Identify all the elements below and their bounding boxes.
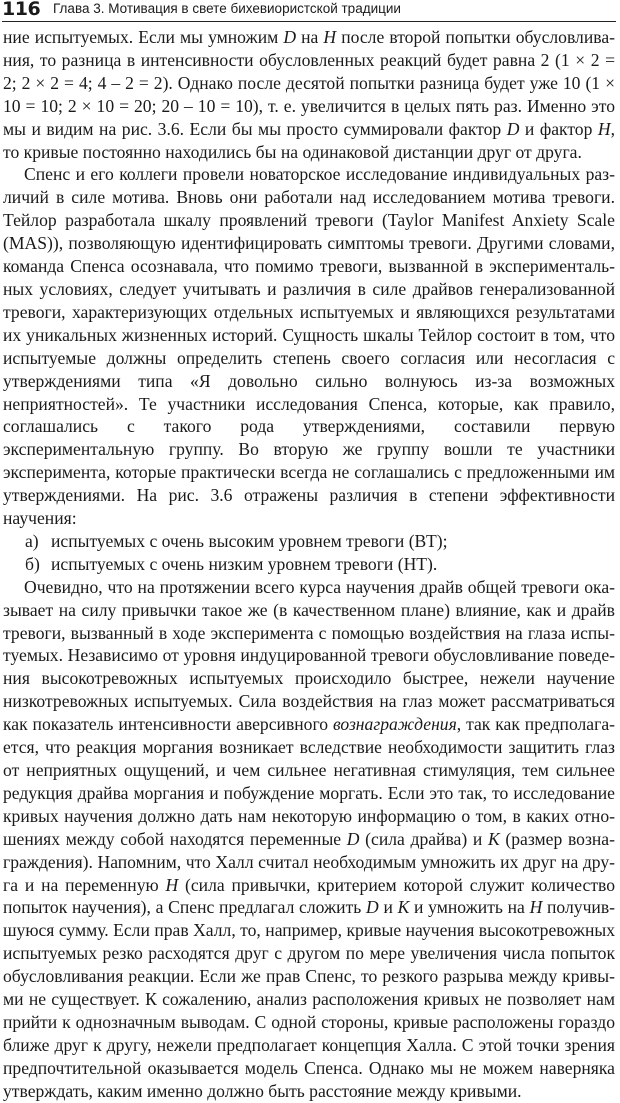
body-text	[3, 26, 615, 1103]
list-item	[3, 530, 615, 553]
page-header	[2, 0, 616, 22]
paragraph-3: Очевидно, что на протяжении всего курса научения драйв общей тревоги оказывает на силу привычки такое же (в качественном плане) влияние, как и драйв тревоги, вызванный в ходе эксперимента с помощью воздействия на глаза испытуемых. Независимо от уровня индуцированной тревоги обусловливание поведения высокотревожных испытуемых происходило быстрее, нежели научение низкотревожных испытуемых. Сила воздействия на глаз может рассматриваться как показатель интенсивности аверсивного вознаграждения, так как предполагается, что реакция моргания возникает вследствие необходимости защитить глаз от неприятных ощущений, и чем сильнее негативная стимуляция, тем сильнее редукция драйва моргания и побуждение моргать. Если это так, то исследование кривых научения должно дать нам некоторую информацию о том, в каких отношениях между собой находятся переменные D (сила драйва) и K (размер вознаграждения). Напомним, что Халл считал необходимым умножить их друг на друга и на переменную H (сила привычки, критерием которой служит количество попыток научения), а Спенс предлагал сложить D и K и умножить на H получившуюся сумму. Если прав Халл, то, например, кривые научения высокотревожных испытуемых резко расходятся друг с другом по мере увеличения числа попыток обусловливания реакции. Если же прав Спенс, то резкого разрыва между кривыми не существует. К сожалению, анализ расположения кривых не позволяет нам прийти к однозначным выводам. С одной стороны, кривые расположены гораздо ближе друг к другу, нежели предполагает концепция Халла. С этой точки зрения предпочтительной оказывается модель Спенса. Однако мы не можем наверняка утверждать, каким именно должно быть расстояние между кривыми.	[3, 576, 616, 1101]
list-marker: а)	[25, 530, 39, 551]
list-item	[3, 553, 615, 576]
list-item-text: испытуемых с очень высоким уровнем тревоги (ВТ);	[51, 530, 448, 551]
list	[3, 530, 615, 576]
page-number: 116	[2, 0, 41, 20]
running-title: Глава 3. Мотивация в свете бихевиористской традиции	[53, 1, 401, 16]
paragraph-2: Спенс и его коллеги провели новаторское исследование индивидуальных различий в силе мотива. Вновь они работали над исследованием мотива тревоги. Тейлор разработала шкалу проявлений тревоги (Taylor Manifest Anxiety Scale (MAS)), позволяющую идентифицировать симптомы тревоги. Другими словами, команда Спенса осознавала, что помимо тревоги, вызванной в экспериментальных условиях, следует учитывать и различия в силе драйвов генерализованной тревоги, характеризующих отдельных испытуемых и являющихся результатами их уникальных жизненных историй. Сущность шкалы Тейлор состоит в том, что испытуемые должны определить степень своего согласия или несогласия с утверждениями типа «Я довольно сильно волнуюсь из-за возможных неприятностей». Те участники исследования Спенса, которые, как правило, соглашались с такого рода утверждениями, составили первую экспериментальную группу. Во вторую же группу вошли те участники эксперимента, которые практически всегда не соглашались с предложенными им утверждениями. На рис. 3.6 отражены различия в степени эффективности научения:	[3, 164, 615, 529]
list-marker: б)	[25, 553, 40, 574]
list-item-text: испытуемых с очень низким уровнем тревоги (НТ).	[51, 553, 438, 574]
paragraph-1: ние испытуемых. Если мы умножим D на H после второй попытки обусловливания, то разница в интенсивности обусловленных реакций будет равна 2 (1 × 2 = 2; 2 × 2 = 4; 4 – 2 = 2). Однако после десятой попытки разница будет уже 10 (1 × 10 = 10; 2 × 10 = 20; 20 – 10 = 10), т. е. увеличится в целых пять раз. Именно это мы и видим на рис. 3.6. Если бы мы просто суммировали фактор D и фактор H, то кривые постоянно находились бы на одинаковой дистанции друг от друга.	[3, 27, 616, 162]
